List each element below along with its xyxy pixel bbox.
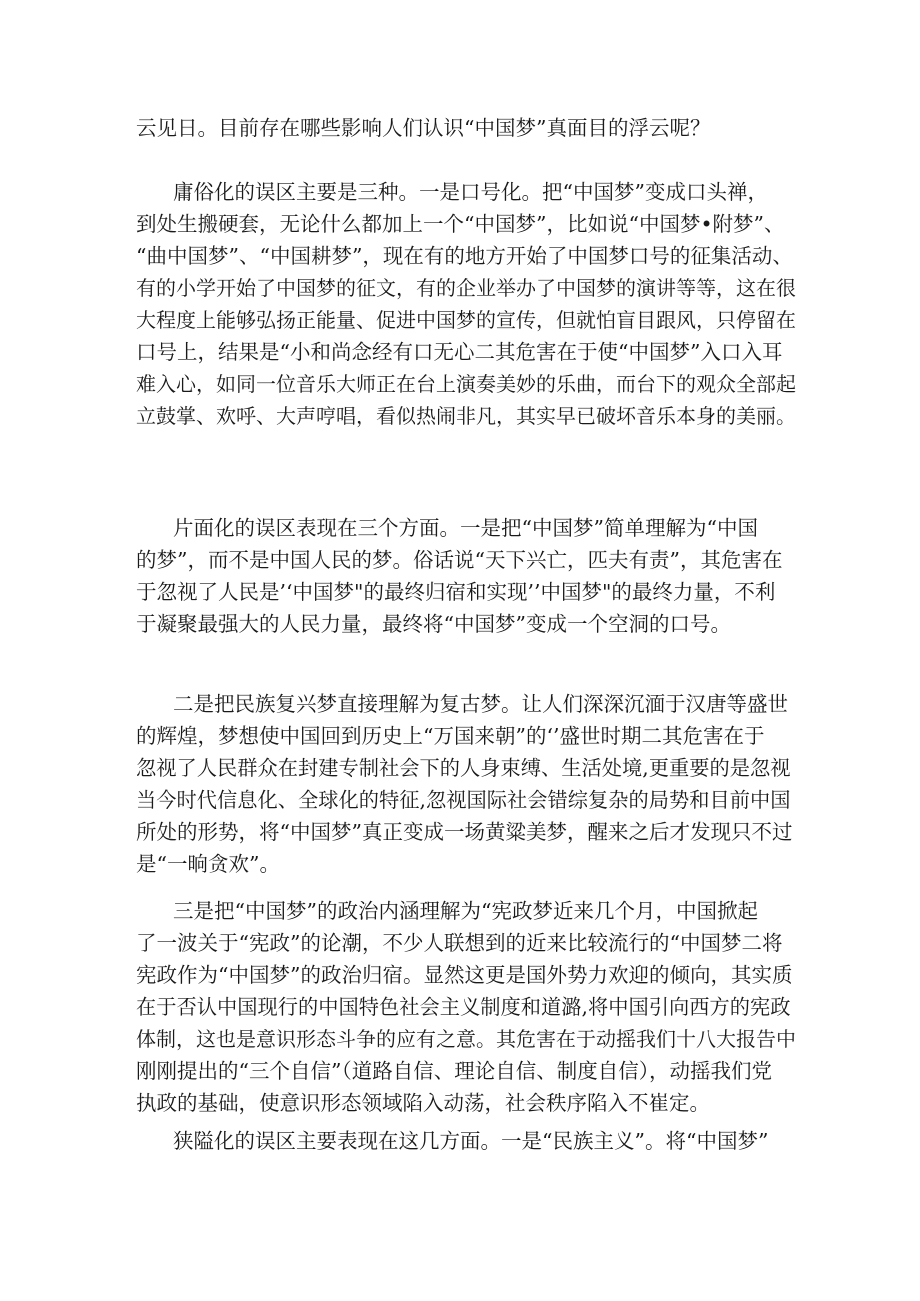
text-line: 云见日。目前存在哪些影响人们认识“中国梦”真面目的浮云呢？ <box>136 116 711 140</box>
text-line: 于忽视了人民是’‘中国梦"的最终归宿和实现’’中国梦"的最终力量，不利 <box>136 580 776 604</box>
paragraph-vulgarization <box>136 176 796 432</box>
text-line: 所处的形势，将“中国梦”真正变成一场黄粱美梦，醒来之后才发现只不过 <box>136 820 793 844</box>
text-line: 体制，这也是意识形态斗争的应有之意。其危害在于动摇我们十八大报告中 <box>136 1027 796 1051</box>
text-line: 三是把“中国梦”的政治内涵理解为“宪政梦近来几个月，中国掀起 <box>173 899 758 923</box>
text-line: 二是把民族复兴梦直接理解为复古梦。让人们深深沉湎于汉唐等盛世 <box>173 692 788 716</box>
text-line: “曲中国梦”、“中国耕梦”，现在有的地方开始了中国梦口号的征集活动、 <box>136 244 793 268</box>
paragraph-continuation <box>136 112 796 144</box>
text-line: 口号上，结果是“小和尚念经有口无心二其危害在于使“中国梦”入口入耳 <box>136 340 783 364</box>
text-line: 当今时代信息化、全球化的特征,忽视国际社会错综复杂的局势和目前中国 <box>136 788 791 812</box>
paragraph-narrowness <box>136 1125 796 1157</box>
text-line: 忽视了人民群众在封建专制社会下的人身束缚、生活处境,更重要的是忽视 <box>136 756 791 780</box>
text-line: 有的小学开始了中国梦的征文，有的企业举办了中国梦的演讲等等，这在很 <box>136 276 796 300</box>
text-line: 难入心，如同一位音乐大师正在台上演奏美妙的乐曲，而台下的观众全部起 <box>136 372 796 396</box>
text-line: 是“一晌贪欢”。 <box>136 852 280 876</box>
text-line: 的辉煌，梦想使中国回到历史上“万国来朝”的‘’盛世时期二其危害在于 <box>136 724 765 748</box>
text-line: 大程度上能够弘扬正能量、促进中国梦的宣传，但就怕盲目跟风，只停留在 <box>136 308 796 332</box>
text-line: 立鼓掌、欢呼、大声哼唱，看似热闹非凡，其实早已破坏音乐本身的美丽。 <box>136 404 796 428</box>
paragraph-restoration-dream <box>136 688 796 880</box>
text-line: 刚刚提出的“三个自信”（道路自信、理论自信、制度自信），动摇我们党 <box>136 1059 772 1083</box>
text-line: 执政的基础，使意识形态领域陷入动荡，社会秩序陷入不崔定。 <box>136 1091 710 1115</box>
text-line: 狭隘化的误区主要表现在这几方面。一是“民族主义”。将“中国梦” <box>173 1129 769 1153</box>
paragraph-constitutional-dream <box>136 895 796 1119</box>
text-line: 庸俗化的误区主要是三种。一是口号化。把“中国梦”变成口头禅， <box>173 180 768 204</box>
text-line: 在于否认中国现行的中国特色社会主义制度和道潞,将中国引向西方的宪政 <box>136 995 791 1019</box>
text-line: 于凝聚最强大的人民力量，最终将“中国梦”变成一个空洞的口号。 <box>136 612 731 636</box>
text-line: 宪政作为“中国梦”的政治归宿。显然这更是国外势力欢迎的倾向，其实质 <box>136 963 793 987</box>
text-line: 了一波关于“宪政”的论潮，不少人联想到的近来比较流行的“中国梦二将 <box>136 931 783 955</box>
text-line: 的梦”，而不是中国人民的梦。俗话说“天下兴亡，匹夫有责”，其危害在 <box>136 548 783 572</box>
text-line: 到处生搬硬套，无论什么都加上一个“中国梦”，比如说“中国梦•附梦”、 <box>136 212 785 236</box>
text-line: 片面化的误区表现在三个方面。一是把“中国梦”简单理解为“中国 <box>173 516 758 540</box>
paragraph-one-sidedness <box>136 512 796 640</box>
